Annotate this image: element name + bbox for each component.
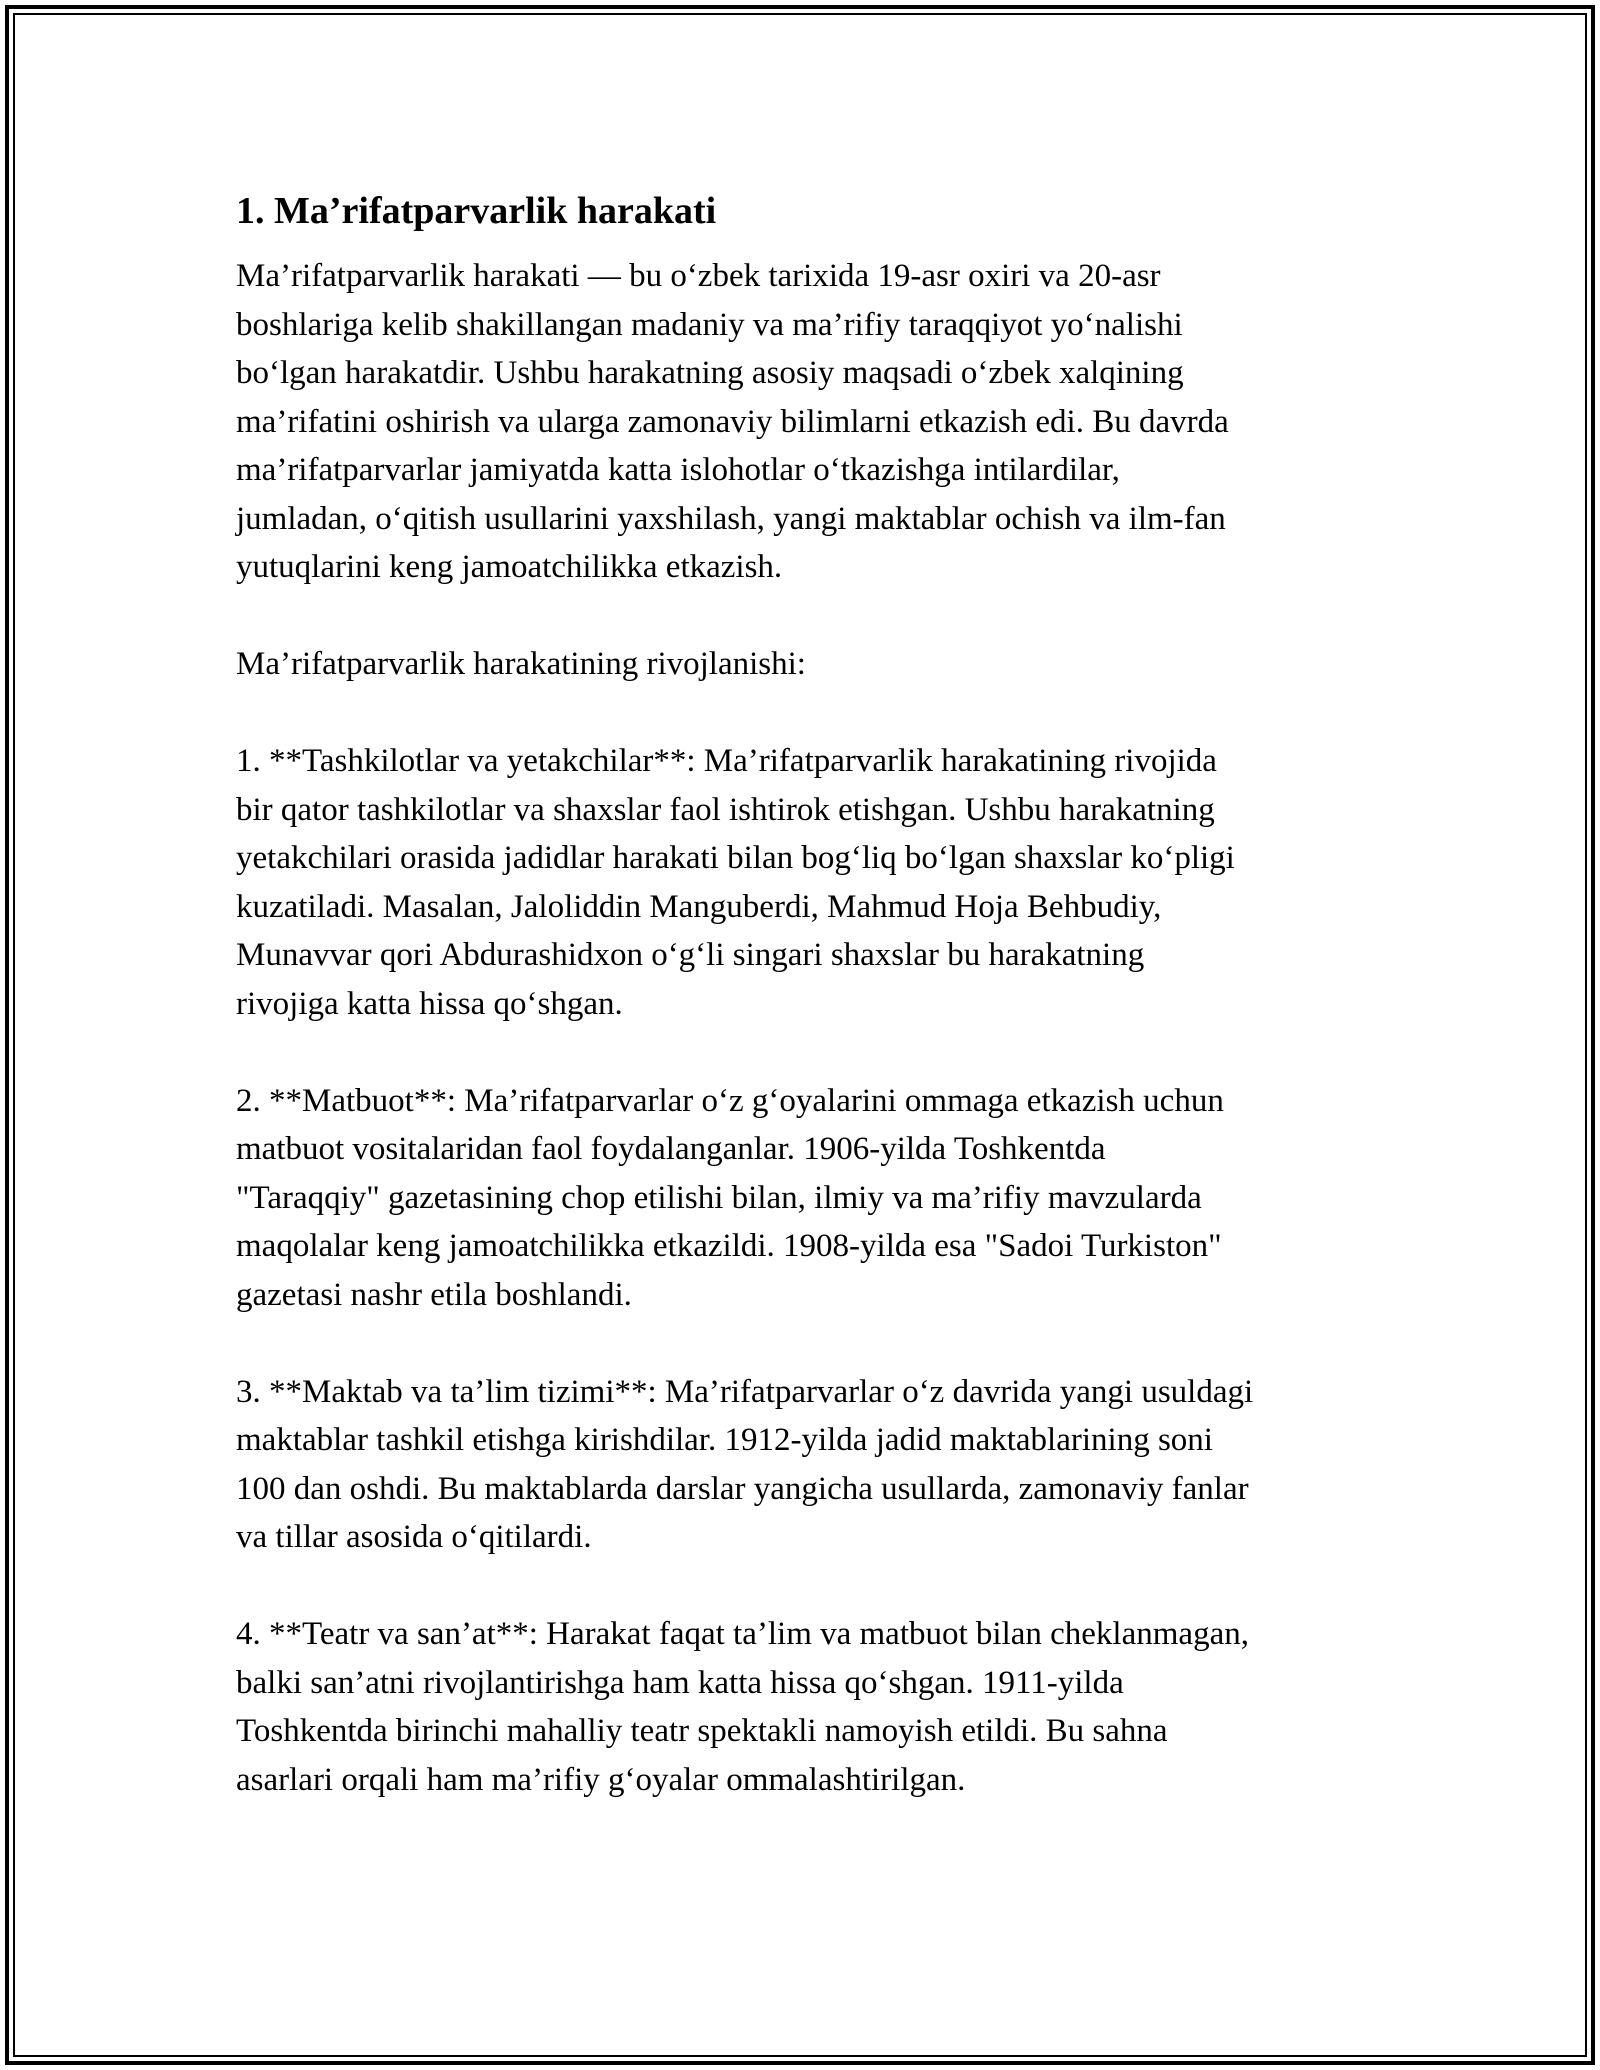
list-item-schools: 3. **Maktab va ta’lim tizimi**: Ma’rifatparvarlar o‘z davrida yangi usuldagi maktablar tashkil etishga kirishdilar. 1912-yilda jadid maktablarining soni 100 dan oshdi. Bu maktablarda darslar yangicha usullarda, zamonaviy fanlar va tillar asosida o‘qitilardi. — [236, 1373, 1254, 1555]
list-item-press: 2. **Matbuot**: Ma’rifatparvarlar o‘z g‘oyalarini ommaga etkazish uchun matbuot vositalaridan faol foydalanganlar. 1906-yilda Toshkentda "Taraqqiy" gazetasining chop etilishi bilan, ilmiy va ma’rifiy mavzularda maqolalar keng jamoatchilikka etkazildi. 1908-yilda esa "Sadoi Turkiston" gazetasi nashr etila boshlandi. — [236, 1082, 1224, 1313]
subheading-paragraph: Ma’rifatparvarlik harakatining rivojlanishi: — [236, 646, 806, 682]
list-item-theatre: 4. **Teatr va san’at**: Harakat faqat ta’lim va matbuot bilan cheklanmagan, balki san’atni rivojlantirishga ham katta hissa qo‘shgan. 1911-yilda Toshkentda birinchi mahalliy teatr spektakli namoyish etildi. Bu sahna asarlari orqali ham ma’rifiy g‘oyalar ommalashtirilgan. — [236, 1616, 1249, 1798]
intro-paragraph: Ma’rifatparvarlik harakati — bu o‘zbek tarixida 19-asr oxiri va 20-asr boshlariga kelib shakillangan madaniy va ma’rifiy taraqqiyot yo‘nalishi bo‘lgan harakatdir. Ushbu harakatning asosiy maqsadi o‘zbek xalqining ma’rifatini oshirish va ularga zamonaviy bilimlarni etkazish edi. Bu davrda ma’rifatparvarlar jamiyatda katta islohotlar o‘tkazishga intilardilar, jumladan, o‘qitish usullarini yaxshilash, yangi maktablar ochish va ilm-fan yutuqlarini keng jamoatchilikka etkazish. — [236, 258, 1229, 585]
document-body — [236, 186, 1376, 1853]
section-heading: 1. Ma’rifatparvarlik harakati — [236, 190, 717, 232]
list-item-organizations: 1. **Tashkilotlar va yetakchilar**: Ma’rifatparvarlik harakatining rivojida bir qator tashkilotlar va shaxslar faol ishtirok etishgan. Ushbu harakatning yetakchilari orasida jadidlar harakati bilan bog‘liq bo‘lgan shaxslar ko‘pligi kuzatiladi. Masalan, Jaloliddin Manguberdi, Mahmud Hoja Behbudiy, Munavvar qori Abdurashidxon o‘g‘li singari shaxslar bu harakatning rivojiga katta hissa qo‘shgan. — [236, 743, 1235, 1022]
